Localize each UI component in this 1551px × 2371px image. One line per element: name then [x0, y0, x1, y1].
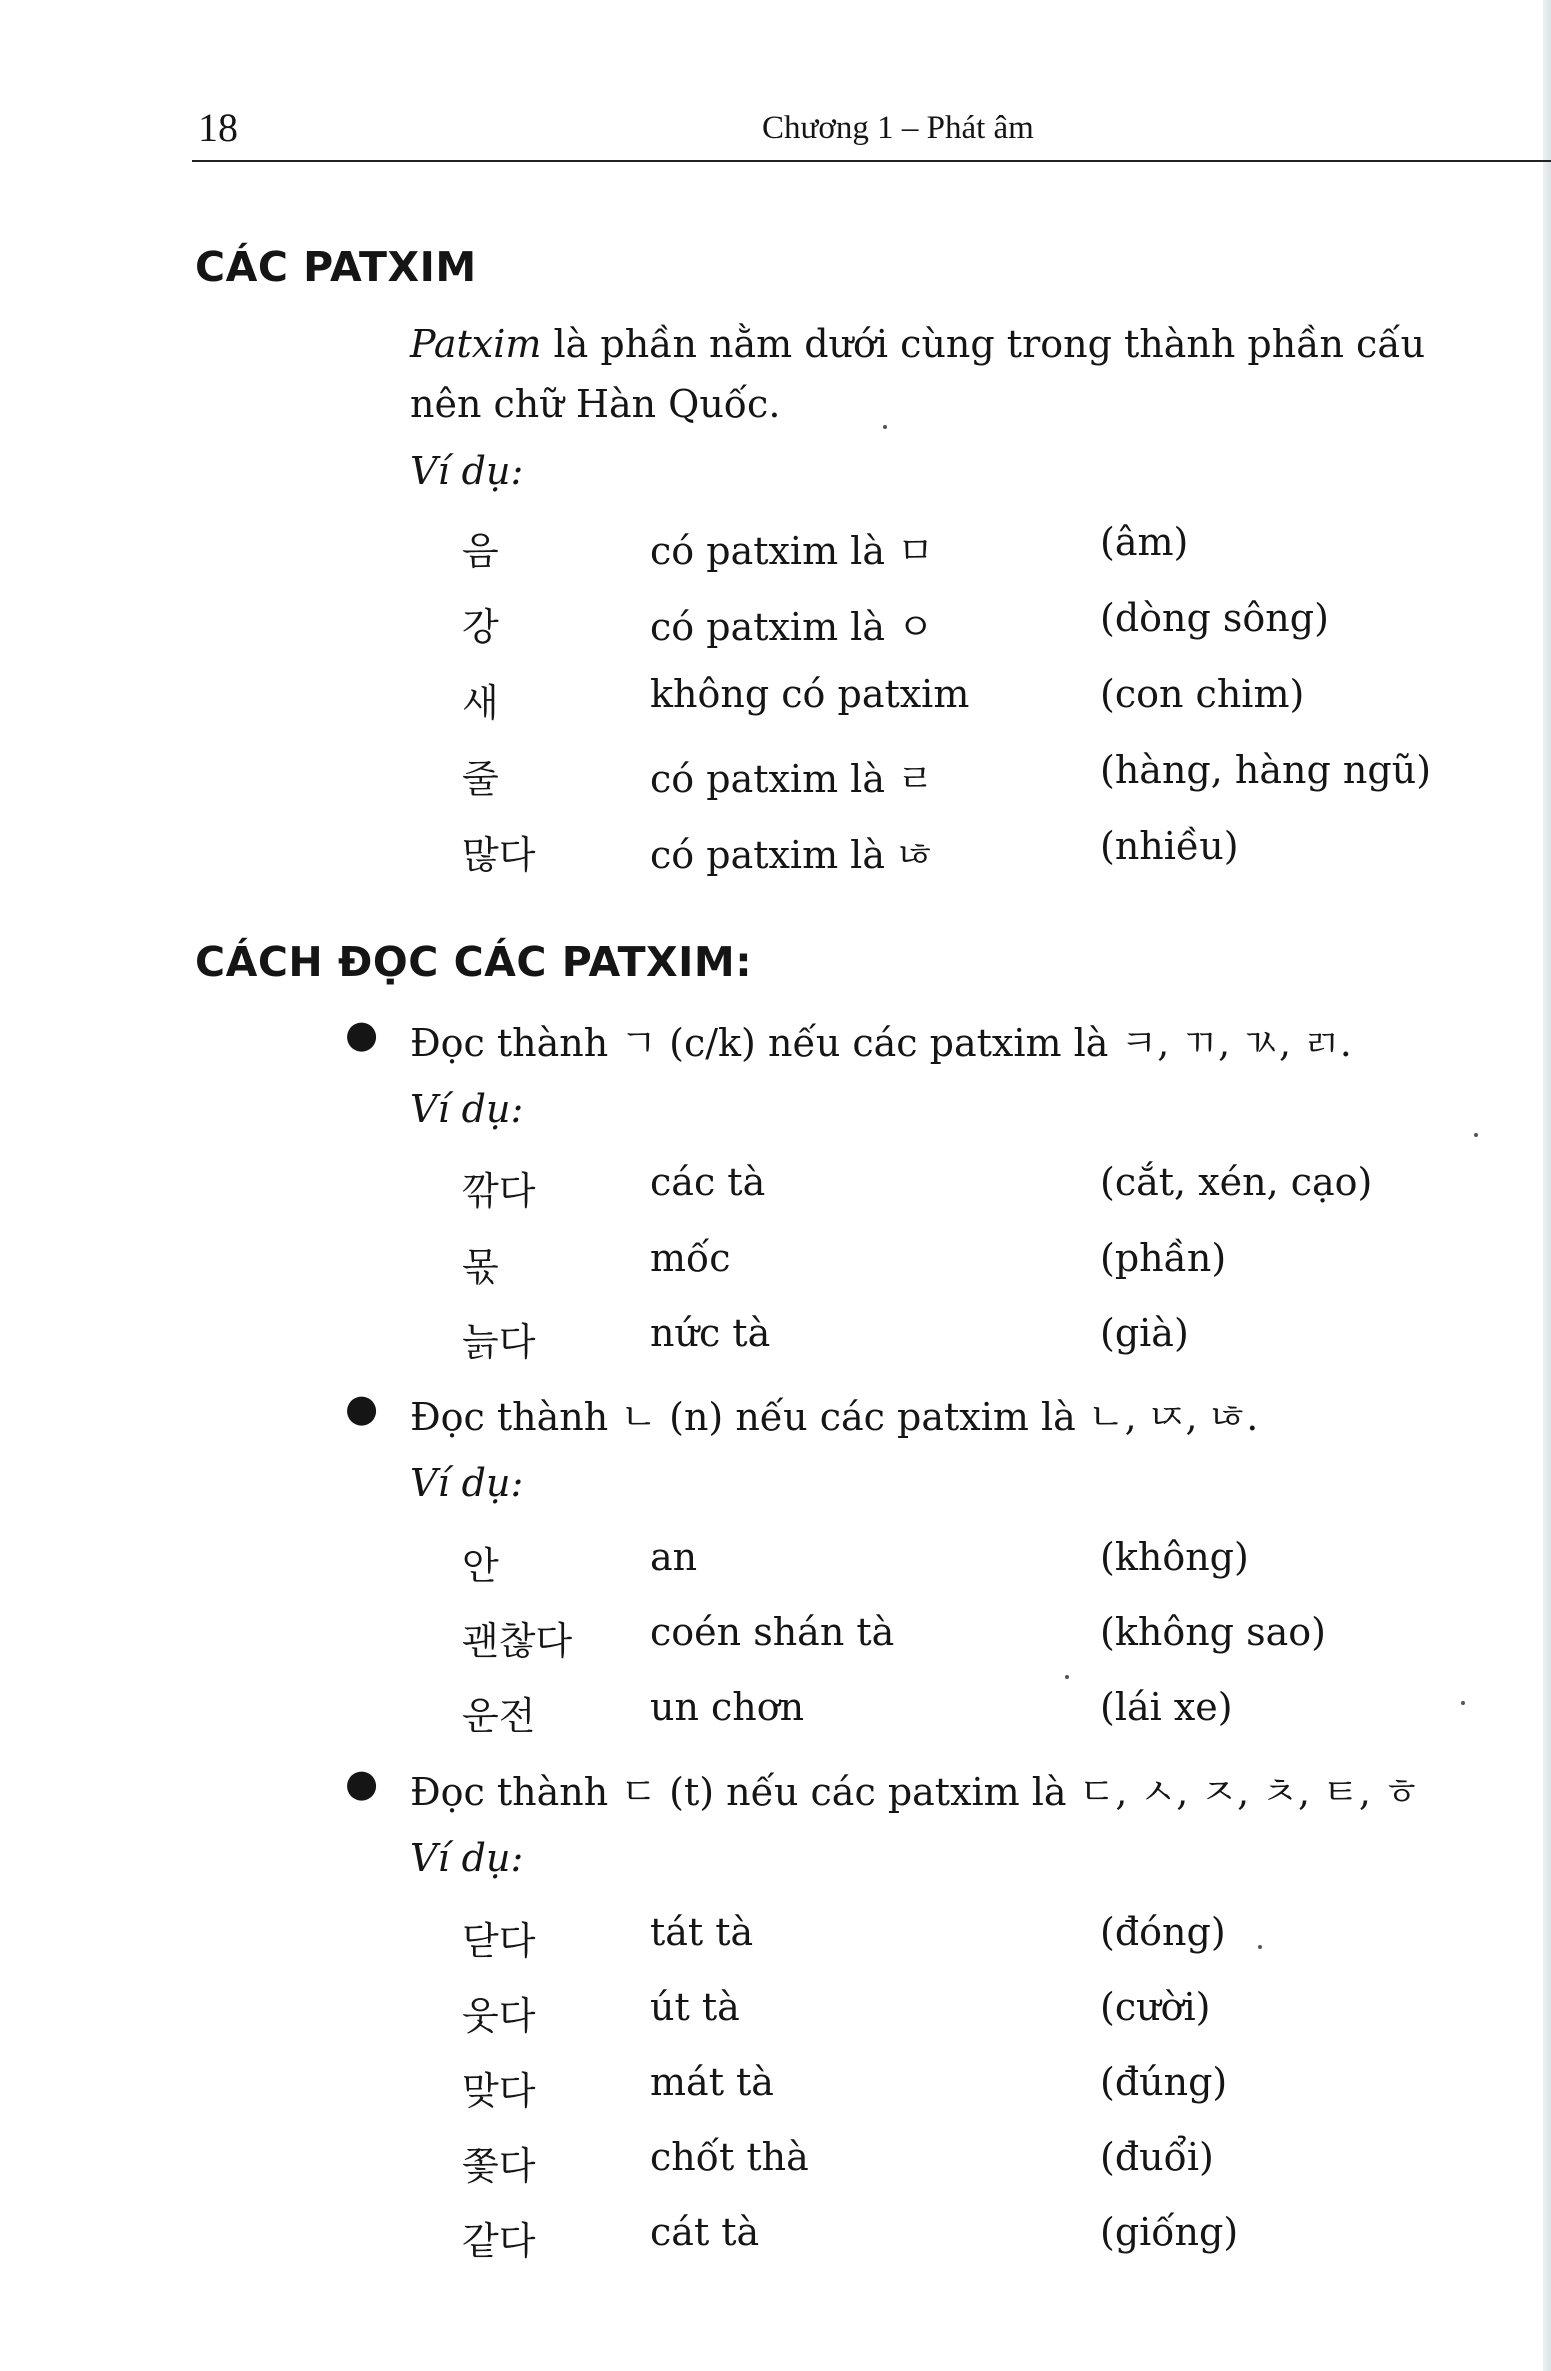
scan-speck — [1258, 1945, 1262, 1949]
reading: cát tà — [650, 2210, 760, 2254]
reading: mát tà — [650, 2060, 774, 2104]
korean-word: 괜찮다 — [462, 1619, 573, 1663]
scan-speck — [883, 425, 887, 429]
scan-speck — [1065, 1675, 1069, 1679]
example-row — [0, 672, 1551, 725]
example-row — [0, 1910, 1551, 1963]
korean-word: 늙다 — [462, 1320, 536, 1364]
korean-word: 강 — [462, 605, 499, 649]
korean-word: 깎다 — [462, 1169, 536, 1213]
reading: các tà — [650, 1160, 766, 1204]
meaning: (đóng) — [1100, 1910, 1226, 1954]
korean-word: 같다 — [462, 2219, 536, 2263]
reading: không có patxim — [650, 672, 970, 716]
bullet-icon: ● — [345, 1386, 379, 1430]
scan-speck — [1461, 1701, 1465, 1705]
meaning: (không) — [1100, 1535, 1249, 1579]
example-row — [0, 824, 1551, 877]
chapter-title: Chương 1 – Phát âm — [762, 110, 1034, 146]
meaning: (dòng sông) — [1100, 596, 1329, 640]
reading: an — [650, 1535, 698, 1579]
reading: có patxim là ㅇ — [650, 605, 934, 649]
korean-word: 쫓다 — [462, 2144, 536, 2188]
intro-line-2: nên chữ Hàn Quốc. — [410, 382, 781, 426]
intro-term: Patxim — [410, 322, 542, 366]
section-heading-patxim: CÁC PATXIM — [195, 243, 477, 291]
reading: có patxim là ㄹ — [650, 757, 934, 801]
korean-word: 음 — [462, 529, 499, 573]
reading: nức tà — [650, 1311, 771, 1355]
korean-word: 새 — [462, 681, 499, 725]
example-label: Ví dụ: — [410, 1461, 524, 1505]
korean-word: 안 — [462, 1544, 499, 1588]
rule-text: Đọc thành ㄷ (t) nếu các patxim là ㄷ, ㅅ, ㅈ, ㅊ, ㅌ, ㅎ — [410, 1770, 1420, 1814]
meaning: (đuổi) — [1100, 2135, 1214, 2179]
example-row — [0, 1610, 1551, 1663]
example-row — [0, 596, 1551, 649]
example-row — [0, 1311, 1551, 1364]
bullet-icon: ● — [345, 1012, 379, 1056]
running-header — [192, 100, 1551, 162]
example-row — [0, 1985, 1551, 2038]
bullet-icon: ● — [345, 1761, 379, 1805]
meaning: (âm) — [1100, 520, 1189, 564]
reading: út tà — [650, 1985, 740, 2029]
reading: tát tà — [650, 1910, 754, 1954]
rule-text: Đọc thành ㄴ (n) nếu các patxim là ㄴ, ㄵ, ㄶ. — [410, 1395, 1259, 1439]
korean-word: 몫 — [462, 1245, 499, 1289]
reading: có patxim là ㅁ — [650, 529, 934, 573]
example-row — [0, 2135, 1551, 2188]
korean-word: 맞다 — [462, 2069, 536, 2113]
example-row — [0, 1236, 1551, 1289]
example-row — [0, 1535, 1551, 1588]
meaning: (cắt, xén, cạo) — [1100, 1160, 1373, 1204]
intro-rest: là phần nằm dưới cùng trong thành phần cấu — [541, 322, 1426, 366]
example-row — [0, 748, 1551, 801]
scan-speck — [1474, 1133, 1478, 1137]
example-row — [0, 520, 1551, 573]
example-label: Ví dụ: — [410, 1836, 524, 1880]
meaning: (nhiều) — [1100, 824, 1239, 868]
meaning: (lái xe) — [1100, 1685, 1233, 1729]
example-row — [0, 2060, 1551, 2113]
meaning: (hàng, hàng ngũ) — [1100, 748, 1432, 792]
intro-paragraph — [410, 314, 1425, 434]
reading: un chơn — [650, 1685, 805, 1729]
korean-word: 많다 — [462, 833, 536, 877]
korean-word: 줄 — [462, 757, 499, 801]
meaning: (phần) — [1100, 1236, 1227, 1280]
rule-text: Đọc thành ㄱ (c/k) nếu các patxim là ㅋ, ㄲ, ㄳ, ㄺ. — [410, 1021, 1352, 1065]
example-row — [0, 1160, 1551, 1213]
korean-word: 닫다 — [462, 1919, 536, 1963]
meaning: (đúng) — [1100, 2060, 1228, 2104]
korean-word: 운전 — [462, 1694, 536, 1738]
example-row — [0, 2210, 1551, 2263]
section-heading-reading: CÁCH ĐỌC CÁC PATXIM: — [195, 938, 753, 986]
meaning: (già) — [1100, 1311, 1189, 1355]
page-number: 18 — [198, 105, 238, 150]
reading: mốc — [650, 1236, 731, 1280]
example-label: Ví dụ: — [410, 1087, 524, 1131]
meaning: (con chim) — [1100, 672, 1305, 716]
meaning: (cười) — [1100, 1985, 1211, 2029]
reading: coén shán tà — [650, 1610, 895, 1654]
example-row — [0, 1685, 1551, 1738]
meaning: (giống) — [1100, 2210, 1239, 2254]
meaning: (không sao) — [1100, 1610, 1326, 1654]
reading: có patxim là ㄶ — [650, 833, 934, 877]
reading: chốt thà — [650, 2135, 809, 2179]
example-label: Ví dụ: — [410, 449, 524, 493]
korean-word: 웃다 — [462, 1994, 536, 2038]
intro-line-1 — [410, 314, 1425, 374]
